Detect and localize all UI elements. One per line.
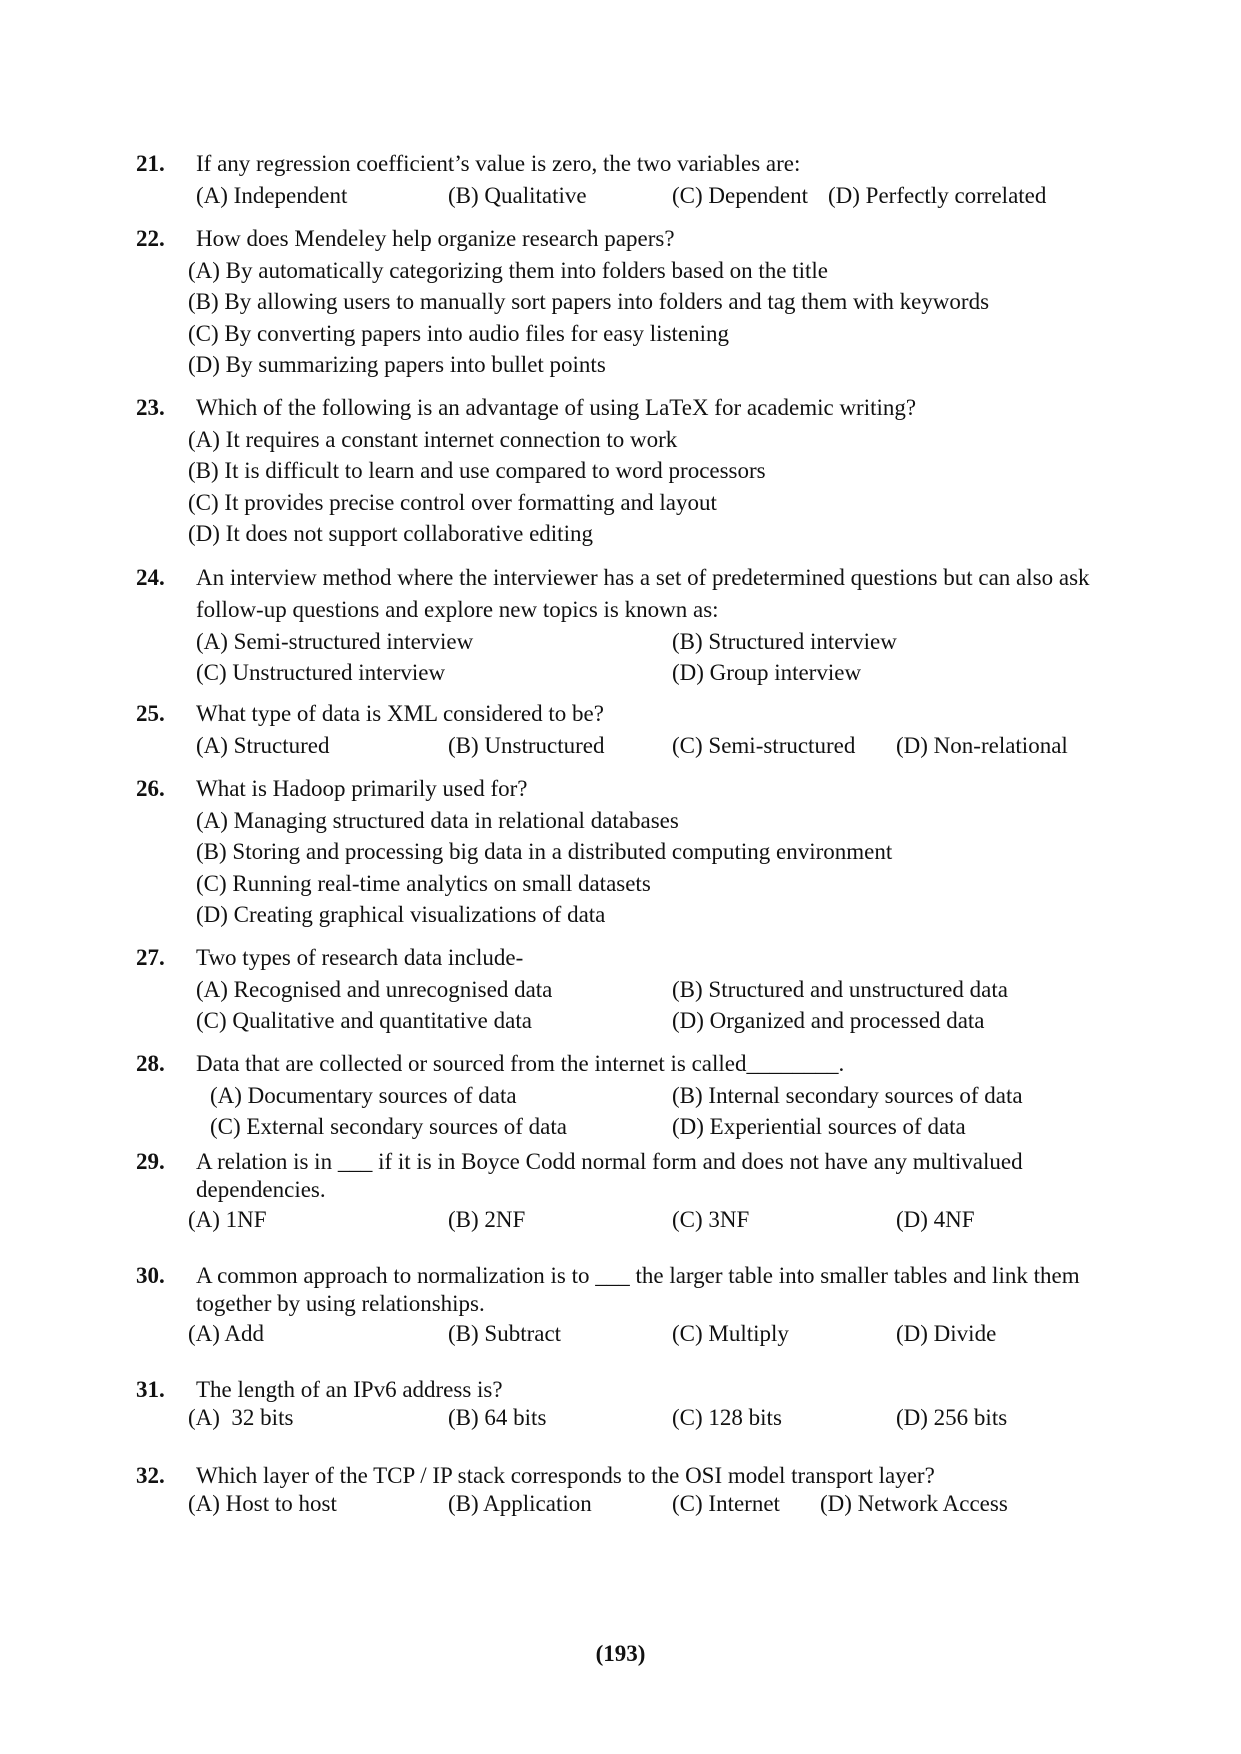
question-number: 24. <box>136 565 165 590</box>
option-d: (D) Divide <box>896 1321 997 1346</box>
option-c: (C) Unstructured interview <box>196 660 446 685</box>
question-number: 31. <box>136 1377 165 1402</box>
option-c: (C) Multiply <box>672 1321 789 1346</box>
option-b: (B) Subtract <box>448 1321 562 1346</box>
option-d: (D) Perfectly correlated <box>828 183 1047 208</box>
option-b: (B) Structured and unstructured data <box>672 977 1008 1002</box>
option-c: (C) Semi-structured <box>672 733 856 758</box>
option-b: (B) Internal secondary sources of data <box>672 1083 1023 1108</box>
option-a: (A) Independent <box>196 183 348 208</box>
option-a: (A) Managing structured data in relational databases <box>196 808 679 833</box>
option-c: (C) Qualitative and quantitative data <box>196 1008 532 1033</box>
option-b: (B) By allowing users to manually sort papers into folders and tag them with keywords <box>188 289 990 314</box>
question-text: If any regression coefficient’s value is zero, the two variables are: <box>196 151 801 176</box>
option-b: (B) Structured interview <box>672 629 897 654</box>
question-number: 27. <box>136 945 165 970</box>
option-d: (D) By summarizing papers into bullet points <box>188 352 606 377</box>
option-c: (C) 128 bits <box>672 1405 782 1430</box>
option-d: (D) 4NF <box>896 1207 975 1232</box>
option-a: (A) 1NF <box>188 1207 267 1232</box>
option-b: (B) 2NF <box>448 1207 526 1232</box>
option-b: (B) 64 bits <box>448 1405 547 1430</box>
option-a: (A) Documentary sources of data <box>210 1083 517 1108</box>
question-text: An interview method where the interviewer has a set of predetermined questions but can also ask follow-up questions and explore new topics is known as: <box>196 565 1090 622</box>
option-d: (D) Network Access <box>820 1491 1008 1516</box>
question-number: 30. <box>136 1263 165 1288</box>
question-number: 22. <box>136 226 165 251</box>
question-text: A relation is in ___ if it is in Boyce Codd normal form and does not have any multivalued dependencies. <box>196 1149 1023 1202</box>
option-d: (D) Creating graphical visualizations of data <box>196 902 606 927</box>
question-text: How does Mendeley help organize research papers? <box>196 226 675 251</box>
question-number: 21. <box>136 151 165 176</box>
question-text: Which layer of the TCP / IP stack corresponds to the OSI model transport layer? <box>196 1463 935 1488</box>
option-a: (A) Structured <box>196 733 330 758</box>
option-c: (C) By converting papers into audio files for easy listening <box>188 321 730 346</box>
option-d: (D) Experiential sources of data <box>672 1114 966 1139</box>
option-b: (B) Unstructured <box>448 733 605 758</box>
option-c: (C) 3NF <box>672 1207 750 1232</box>
question-text: A common approach to normalization is to ___ the larger table into smaller tables and link them together by using relationships. <box>196 1263 1080 1316</box>
option-d: (D) 256 bits <box>896 1405 1008 1430</box>
option-b: (B) Application <box>448 1491 592 1516</box>
option-d: (D) Non-relational <box>896 733 1068 758</box>
question-text: What type of data is XML considered to be? <box>196 701 604 726</box>
question-number: 28. <box>136 1051 165 1076</box>
option-a: (A) Semi-structured interview <box>196 629 474 654</box>
option-c: (C) Running real-time analytics on small datasets <box>196 871 651 896</box>
question-number: 25. <box>136 701 165 726</box>
option-b: (B) Storing and processing big data in a distributed computing environment <box>196 839 893 864</box>
option-c: (C) External secondary sources of data <box>210 1114 567 1139</box>
question-text: The length of an IPv6 address is? <box>196 1377 503 1402</box>
question-text: Which of the following is an advantage of using LaTeX for academic writing? <box>196 395 917 420</box>
question-text: What is Hadoop primarily used for? <box>196 776 528 801</box>
option-d: (D) Group interview <box>672 660 862 685</box>
option-c: (C) Internet <box>672 1491 780 1516</box>
option-d: (D) Organized and processed data <box>672 1008 985 1033</box>
question-number: 26. <box>136 776 165 801</box>
option-b: (B) Qualitative <box>448 183 587 208</box>
question-number: 29. <box>136 1149 165 1174</box>
option-c: (C) Dependent <box>672 183 809 208</box>
option-a: (A) 32 bits <box>188 1405 294 1430</box>
option-a: (A) Recognised and unrecognised data <box>196 977 553 1002</box>
page-number: (193) <box>595 1641 646 1666</box>
option-d: (D) It does not support collaborative editing <box>188 521 593 546</box>
question-text: Two types of research data include- <box>196 945 524 970</box>
option-a: (A) Add <box>188 1321 265 1346</box>
question-text: Data that are collected or sourced from the internet is called________. <box>196 1051 845 1076</box>
question-number: 32. <box>136 1463 165 1488</box>
option-c: (C) It provides precise control over formatting and layout <box>188 490 717 515</box>
option-a: (A) By automatically categorizing them into folders based on the title <box>188 258 828 283</box>
option-b: (B) It is difficult to learn and use compared to word processors <box>188 458 766 483</box>
option-a: (A) Host to host <box>188 1491 337 1516</box>
option-a: (A) It requires a constant internet connection to work <box>188 427 678 452</box>
question-number: 23. <box>136 395 165 420</box>
